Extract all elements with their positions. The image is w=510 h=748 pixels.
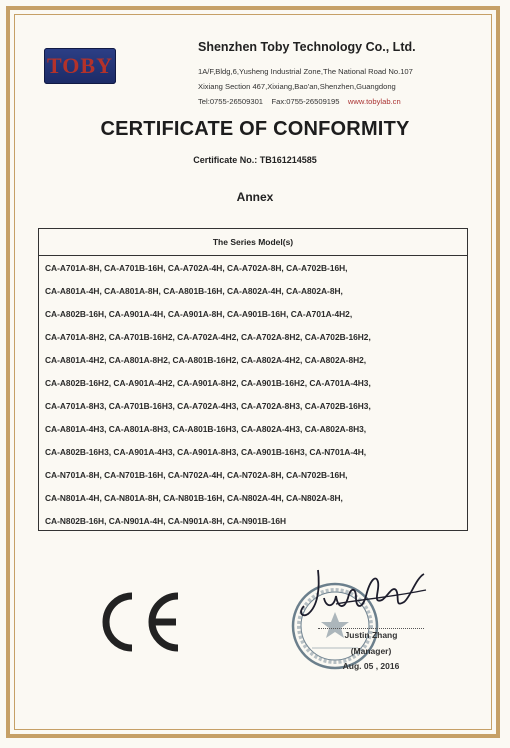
table-header: The Series Model(s) <box>39 229 467 256</box>
signatory-role: (Manager) <box>350 646 392 656</box>
contact-line <box>198 97 401 106</box>
model-line: CA-A801A-4H, CA-A801A-8H, CA-A801B-16H, CA-A802A-4H, CA-A802A-8H, <box>45 286 343 296</box>
fax-number: Fax:0755-26509195 <box>271 97 340 106</box>
model-line: CA-A802B-16H, CA-A901A-4H, CA-A901A-8H, CA-A901B-16H, CA-A701A-4H2, <box>45 309 353 319</box>
signatory-name: Justin Zhang <box>344 630 398 640</box>
series-model-table <box>38 228 468 531</box>
certificate-number: Certificate No.: TB161214585 <box>193 155 317 165</box>
ce-mark <box>96 590 184 654</box>
company-name: Shenzhen Toby Technology Co., Ltd. <box>198 40 416 54</box>
model-line: CA-A701A-8H2, CA-A701B-16H2, CA-A702A-4H2, CA-A702A-8H2, CA-A702B-16H2, <box>45 332 371 342</box>
tel-number: Tel:0755-26509301 <box>198 97 264 106</box>
signature-line <box>318 628 424 629</box>
model-line: CA-N701A-8H, CA-N701B-16H, CA-N702A-4H, CA-N702A-8H, CA-N702B-16H, <box>45 470 348 480</box>
model-line: CA-A701A-8H3, CA-A701B-16H3, CA-A702A-4H3, CA-A702A-8H3, CA-A702B-16H3, <box>45 401 371 411</box>
model-line: CA-A701A-8H, CA-A701B-16H, CA-A702A-4H, CA-A702A-8H, CA-A702B-16H, <box>45 263 348 273</box>
model-line: CA-A801A-4H3, CA-A801A-8H3, CA-A801B-16H3, CA-A802A-4H3, CA-A802A-8H3, <box>45 424 367 434</box>
address-line-1: 1A/F,Bldg,6,Yusheng Industrial Zone,The National Road No.107 <box>198 67 413 76</box>
handwritten-signature <box>296 560 436 630</box>
certificate-title: CERTIFICATE OF CONFORMITY <box>100 118 410 140</box>
issue-date: Aug. 05 , 2016 <box>342 661 400 671</box>
model-line: CA-N801A-4H, CA-N801A-8H, CA-N801B-16H, CA-N802A-4H, CA-N802A-8H, <box>45 493 343 503</box>
annex-heading: Annex <box>236 190 274 204</box>
model-line: CA-N802B-16H, CA-N901A-4H, CA-N901A-8H, CA-N901B-16H <box>45 516 287 526</box>
website-link: www.tobylab.cn <box>347 97 401 106</box>
address-line-2: Xixiang Section 467,Xixiang,Bao'an,Shenzhen,Guangdong <box>198 82 396 91</box>
logo-text: TOBY <box>47 53 113 78</box>
model-line: CA-A801A-4H2, CA-A801A-8H2, CA-A801B-16H2, CA-A802A-4H2, CA-A802A-8H2, <box>45 355 367 365</box>
company-logo <box>44 48 116 84</box>
model-line: CA-A802B-16H3, CA-A901A-4H3, CA-A901A-8H3, CA-A901B-16H3, CA-N701A-4H, <box>45 447 367 457</box>
model-line: CA-A802B-16H2, CA-A901A-4H2, CA-A901A-8H2, CA-A901B-16H2, CA-A701A-4H3, <box>45 378 371 388</box>
